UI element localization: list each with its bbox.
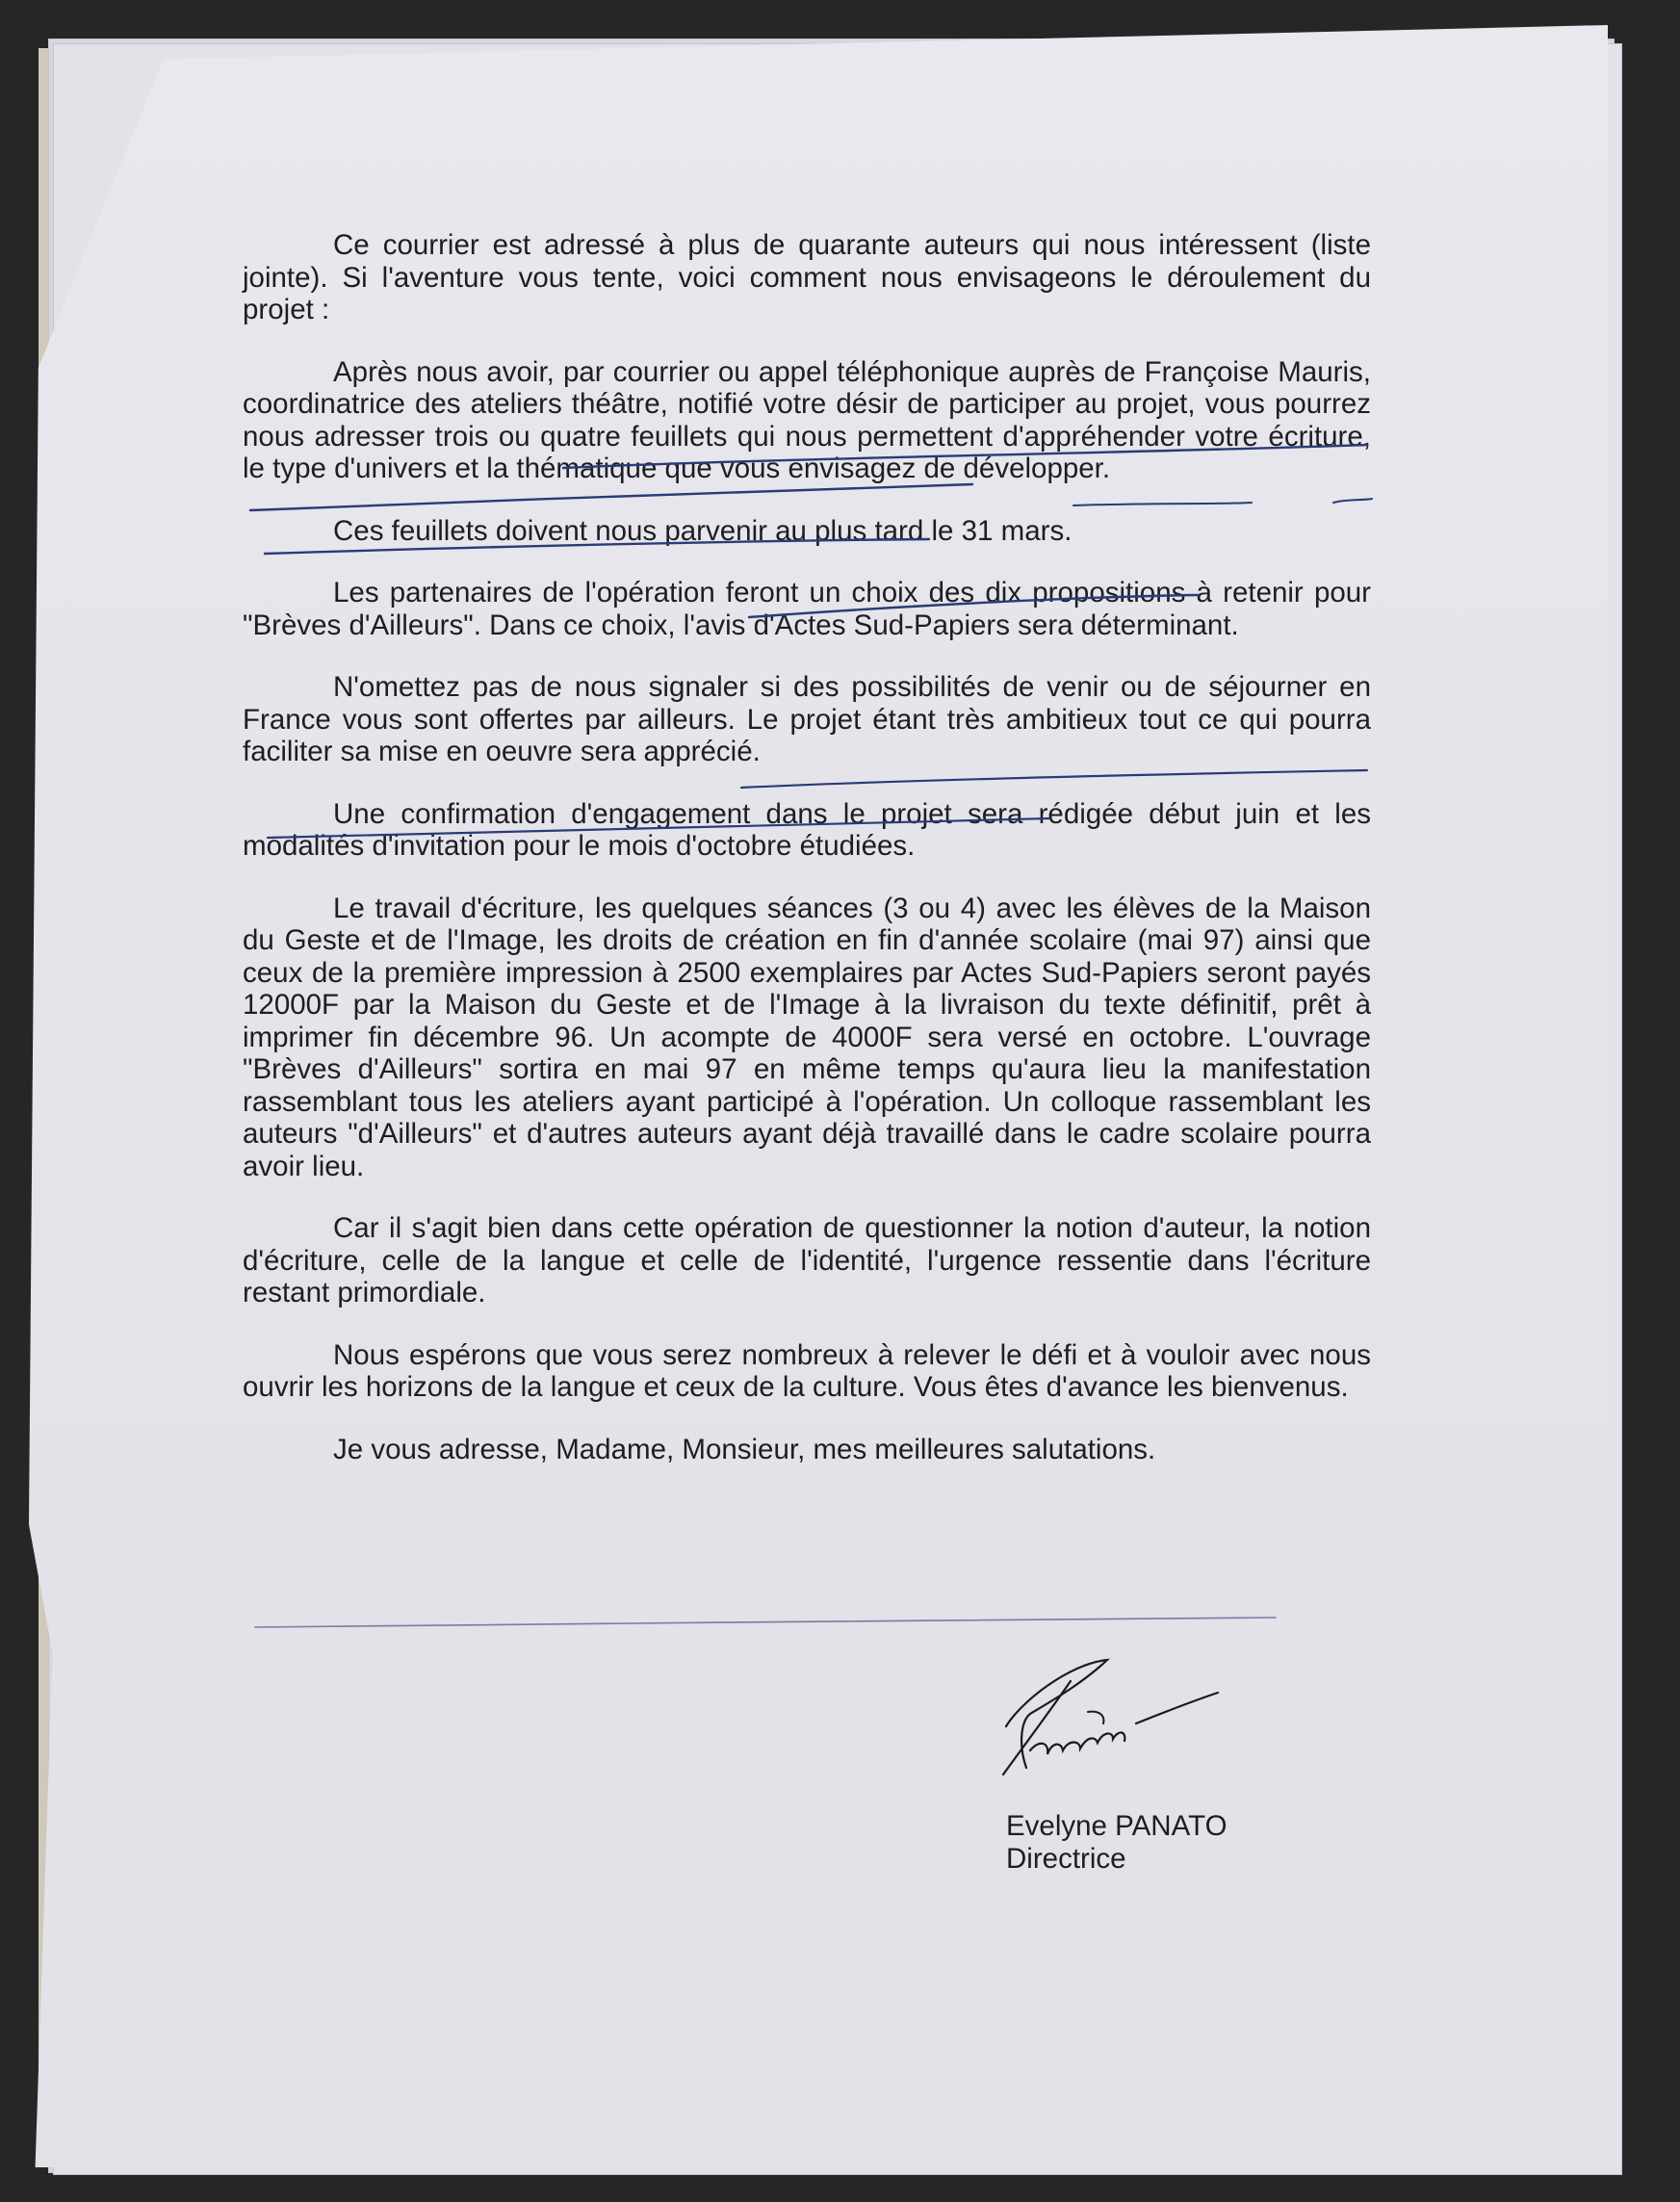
paragraph-confirmation: Une confirmation d'engagement dans le projet sera rédigée début juin et les modalités d'invitation pour le mois d'octobre étudiées.: [243, 797, 1371, 862]
paragraph-payment: Le travail d'écriture, les quelques séances (3 ou 4) avec les élèves de la Maison du Geste et de l'Image, les droits de création en fin d'année scolaire (mai 97) ainsi que ceux de la première impression à 2500 exemplaires par Actes Sud-Papiers seront payés 12000F par la Maison du Geste et de l'Image à la livraison du texte définitif, prêt à imprimer fin décembre 96. Un acompte de 4000F sera versé en octobre. L'ouvrage "Brèves d'Ailleurs" sortira en mai 97 en même temps qu'aura lieu la manifestation rassemblant tous les ateliers ayant participé à l'opération. Un colloque rassemblant les auteurs "d'Ailleurs" et d'autres auteurs ayant déjà travaillé dans le cadre scolaire pourra avoir lieu.: [243, 892, 1371, 1182]
paragraph-travel: N'omettez pas de nous signaler si des possibilités de venir ou de séjourner en France vous sont offertes par ailleurs. Le projet étant très ambitieux tout ce qui pourra faciliter sa mise en oeuvre sera apprécié.: [243, 671, 1371, 767]
paragraph-selection: Les partenaires de l'opération feront un choix des dix propositions à retenir pour "Brèves d'Ailleurs". Dans ce choix, l'avis d'Actes Sud-Papiers sera déterminant.: [243, 577, 1371, 641]
paragraph-intro: Ce courrier est adressé à plus de quarante auteurs qui nous intéressent (liste jointe). Si l'aventure vous tente, voici comment nous envisageons le déroulement du projet :: [243, 229, 1371, 325]
paragraph-procedure: Après nous avoir, par courrier ou appel téléphonique auprès de Françoise Mauris, coordinatrice des ateliers théâtre, notifié votre désir de participer au projet, vous pourrez nous adresser trois ou quatre feuillets qui nous permettent d'appréhender votre écriture, le type d'univers et la thématique que vous envisagez de développer.: [243, 355, 1371, 484]
closing-salutation: Je vous adresse, Madame, Monsieur, mes meilleures salutations.: [333, 1433, 1156, 1465]
signatory-block: [1006, 1810, 1228, 1876]
paragraph-invitation: Nous espérons que vous serez nombreux à relever le défi et à vouloir avec nous ouvrir les horizons de la langue et ceux de la culture. Vous êtes d'avance les bienvenus.: [243, 1338, 1371, 1403]
handwritten-signature: [992, 1654, 1280, 1799]
paragraph-deadline: Ces feuillets doivent nous parvenir au plus tard le 31 mars.: [333, 514, 1073, 547]
signatory-title: Directrice: [1006, 1843, 1126, 1875]
letter-body: [243, 229, 1371, 1465]
signatory-name: Evelyne PANATO: [1006, 1810, 1228, 1842]
paragraph-purpose: Car il s'agit bien dans cette opération de questionner la notion d'auteur, la notion d'écriture, celle de la langue et celle de l'identité, l'urgence ressentie dans l'écriture restant primordiale.: [243, 1212, 1371, 1308]
